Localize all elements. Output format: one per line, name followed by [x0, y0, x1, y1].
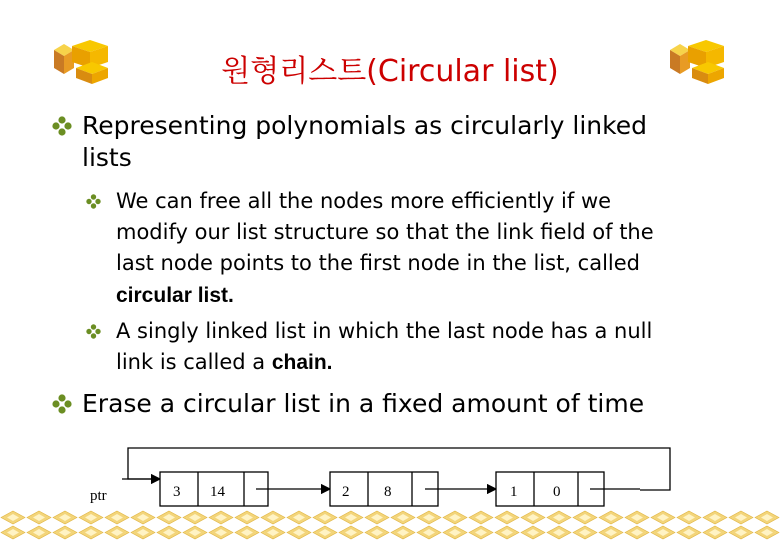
sub-bullet-2-plain: link is called a	[116, 350, 272, 374]
bullet-diamond-icon	[52, 116, 72, 136]
node-3-exp: 0	[553, 484, 561, 500]
node-2-exp: 8	[384, 484, 392, 500]
sub-bullet-1-line-3: last node points to the first node in the list, called	[116, 251, 640, 275]
node-3-coef: 1	[510, 484, 518, 500]
ptr-label: ptr	[90, 488, 107, 504]
sub-bullet-1-line-4: circular list.	[116, 284, 234, 307]
circular-list-diagram	[0, 436, 780, 516]
slide-title: 원형리스트(Circular list)	[221, 54, 559, 89]
node-3	[496, 472, 604, 506]
sub-bullet-1-line-2: modify our list structure so that the link field of the	[116, 220, 654, 244]
node-1	[160, 472, 268, 506]
sub-bullet-2-bold: chain.	[271, 351, 333, 374]
sub-bullet-icon	[86, 194, 101, 209]
sub-bullet-icon	[86, 324, 101, 339]
node-1-exp: 14	[210, 484, 225, 500]
sub-bullet-1-line-1: We can free all the nodes more efficiently if we	[116, 189, 612, 213]
bullet-2-line-1: Erase a circular list in a fixed amount of time	[82, 389, 645, 418]
sub-bullet-2-line-2	[116, 347, 333, 378]
bullet-1-line-2: lists	[82, 143, 132, 172]
bullet-diamond-icon	[52, 394, 72, 414]
node-2	[330, 472, 438, 506]
node-2-coef: 2	[342, 484, 350, 500]
sub-bullet-2-line-1: A singly linked list in which the last node has a null	[116, 319, 653, 343]
footer-pattern	[0, 510, 780, 540]
bullet-1-line-1: Representing polynomials as circularly linked	[82, 111, 647, 140]
node-1-coef: 3	[173, 484, 181, 500]
